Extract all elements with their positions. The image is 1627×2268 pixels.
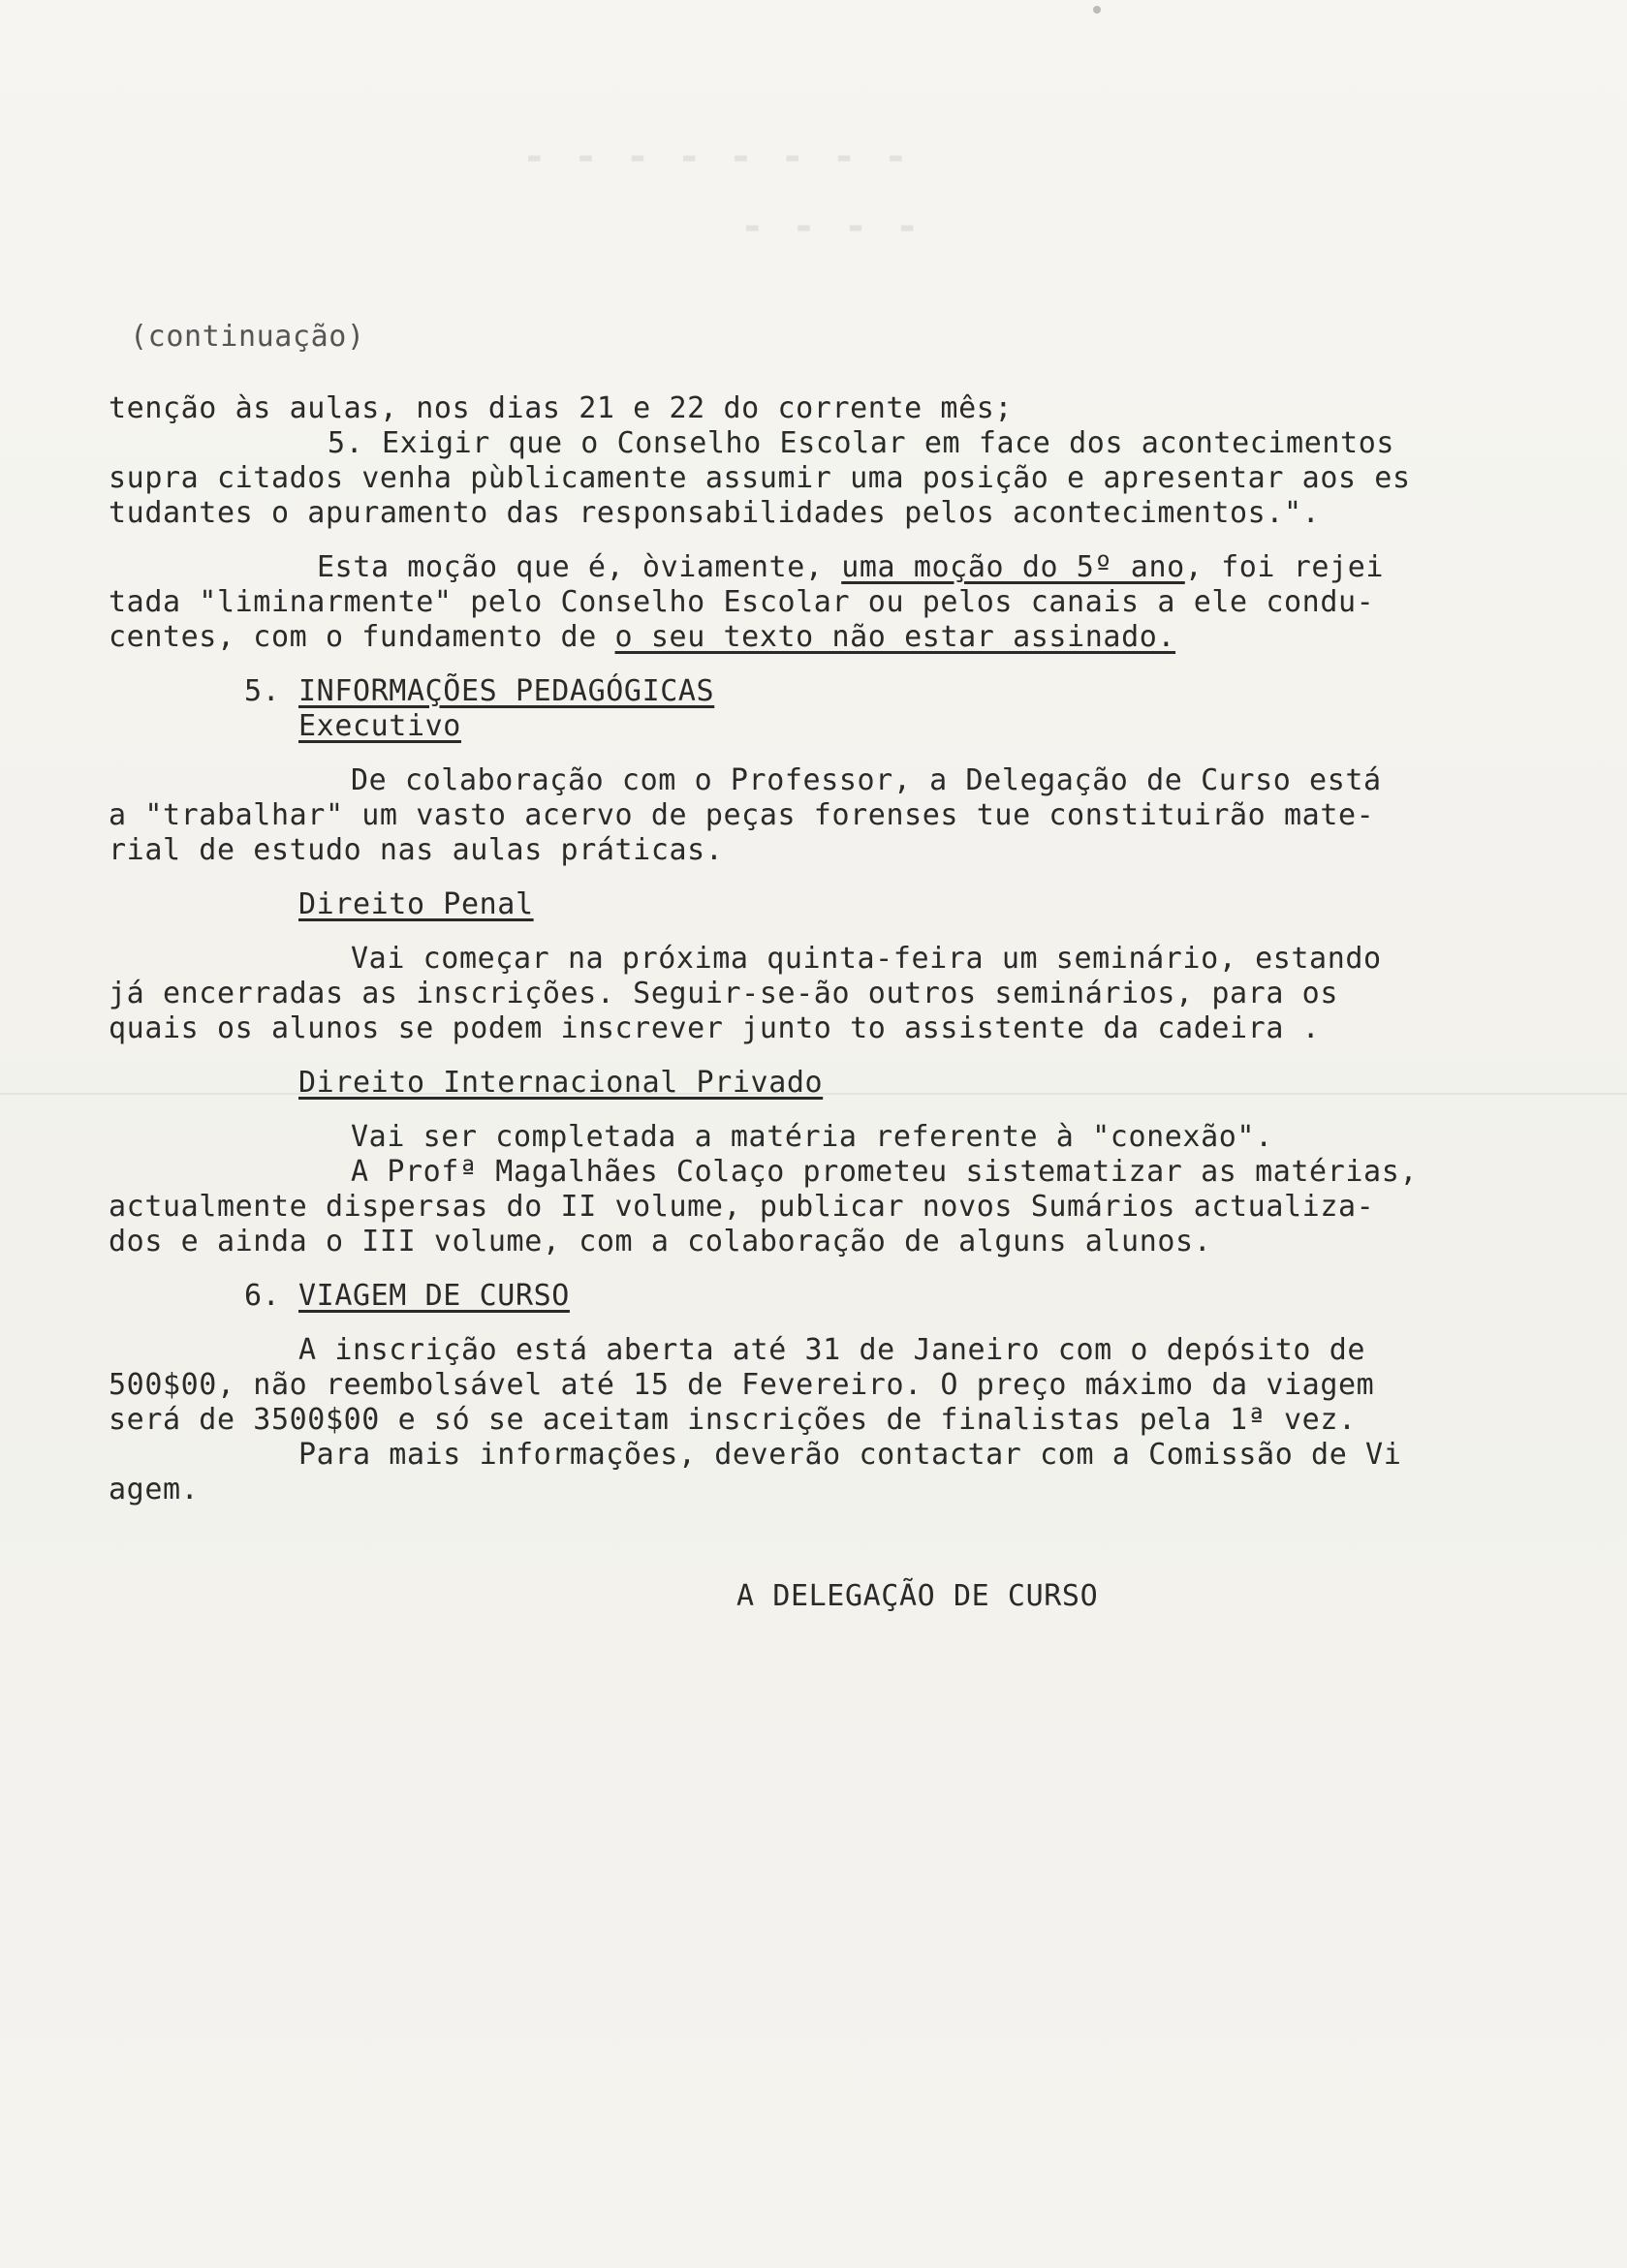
continuation-label: (continuação) [130, 320, 365, 354]
text-line: rial de estudo nas aulas práticas. [109, 833, 724, 867]
text-fragment: Esta moção que é, òviamente, [317, 550, 824, 584]
text-line: 500$00, não reembolsável até 15 de Fevereiro. O preço máximo da viagem [109, 1368, 1375, 1402]
subheading: Direito Penal [298, 887, 534, 921]
text-line: dos e ainda o III volume, com a colaboração de alguns alunos. [109, 1225, 1212, 1258]
section-title: VIAGEM DE CURSO [298, 1279, 570, 1313]
section-heading [244, 1279, 570, 1314]
text-line: supra citados venha pùblicamente assumir uma posição e apresentar aos es [109, 461, 1411, 495]
bleed-through-subheading: ▬ ▬ ▬ ▬ [746, 215, 927, 238]
subheading: Direito Internacional Privado [298, 1066, 824, 1100]
section-number: 6. [244, 1279, 281, 1313]
text-line: agem. [109, 1473, 200, 1507]
motion-paragraph-line [317, 550, 1384, 585]
subheading: Executivo [298, 709, 461, 743]
text-line: tudantes o apuramento das responsabilidades pelos acontecimentos.". [109, 496, 1321, 530]
underlined-phrase: o seu texto não estar assinado. [614, 620, 1176, 654]
underlined-phrase: uma moção do 5º ano [841, 550, 1185, 584]
section-title: INFORMAÇÕES PEDAGÓGICAS [298, 674, 715, 708]
text-line: a "trabalhar" um vasto acervo de peças forenses tue constituirão mate- [109, 798, 1375, 832]
text-line: tada "liminarmente" pelo Conselho Escolar ou pelos canais a ele condu- [109, 585, 1375, 619]
text-line: Para mais informações, deverão contactar com a Comissão de Vi [298, 1438, 1402, 1472]
signature: A DELEGAÇÃO DE CURSO [736, 1579, 1099, 1613]
section-number: 5. [244, 674, 281, 708]
bleed-through-heading: ▬ ▬ ▬ ▬ ▬ ▬ ▬ ▬ [528, 145, 916, 169]
text-line: A Profª Magalhães Colaço prometeu sistematizar as matérias, [351, 1155, 1419, 1189]
text-line: A inscrição está aberta até 31 de Janeiro com o depósito de [298, 1333, 1366, 1367]
text-line: Vai começar na próxima quinta-feira um seminário, estando [351, 942, 1382, 976]
ink-smudge [1093, 6, 1101, 14]
text-line: De colaboração com o Professor, a Delegação de Curso está [351, 763, 1382, 797]
text-line: será de 3500$00 e só se aceitam inscrições de finalistas pela 1ª vez. [109, 1403, 1357, 1437]
text-line: actualmente dispersas do II volume, publicar novos Sumários actualiza- [109, 1190, 1375, 1224]
text-line: já encerradas as inscrições. Seguir-se-ão outros seminários, para os [109, 977, 1338, 1010]
text-line: 5. Exigir que o Conselho Escolar em face dos acontecimentos [328, 426, 1395, 460]
text-fragment: centes, com o fundamento de [109, 620, 597, 654]
motion-paragraph-line [109, 620, 1175, 655]
text-line: quais os alunos se podem inscrever junto to assistente da cadeira . [109, 1011, 1321, 1045]
text-line: Vai ser completada a matéria referente à "conexão". [351, 1120, 1273, 1154]
text-line: tenção às aulas, nos dias 21 e 22 do corrente mês; [109, 391, 1014, 425]
section-heading [244, 674, 714, 709]
text-fragment: , foi rejei [1184, 550, 1385, 584]
